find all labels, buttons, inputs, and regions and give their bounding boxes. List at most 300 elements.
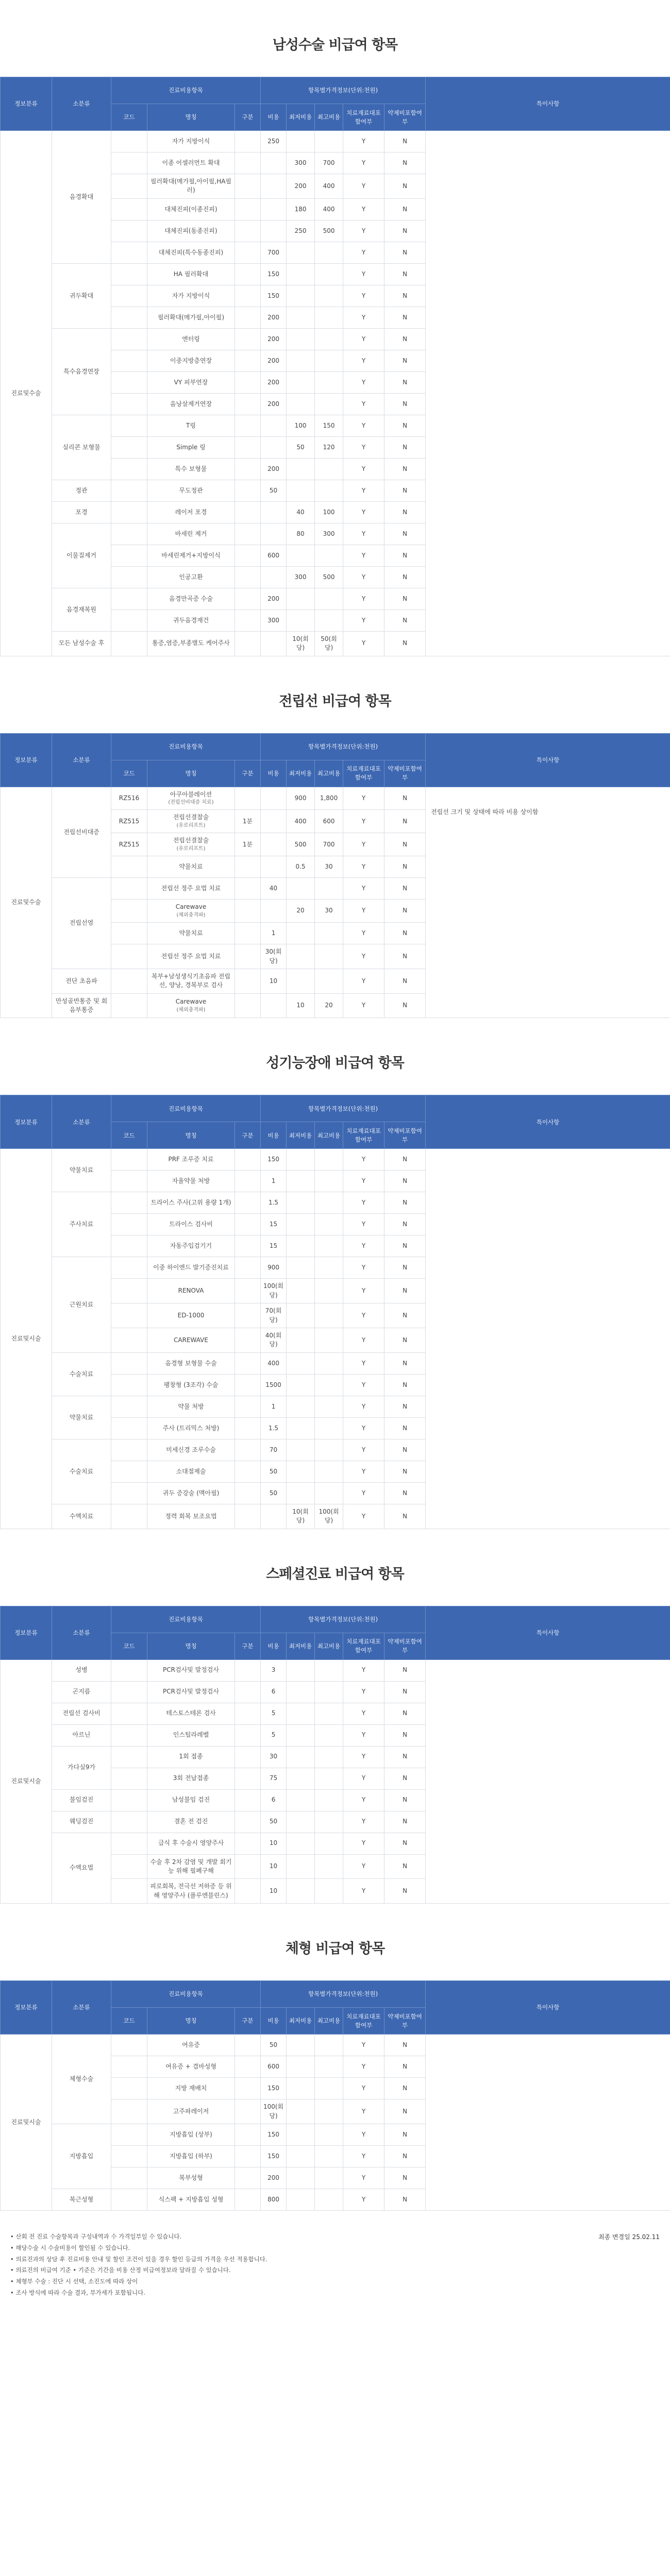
- unit-cost-cell: 600: [261, 545, 287, 566]
- min-cost-cell: [287, 1149, 315, 1171]
- unit-cost-cell: 100(회당): [261, 1279, 287, 1303]
- min-cost-cell: [287, 2145, 315, 2167]
- code-cell: [111, 1482, 147, 1504]
- item-name: 인스틸라레벨: [173, 1731, 209, 1739]
- header-price-info: 항목별가격정보(단위:천원): [261, 733, 426, 760]
- treatment-included-cell: Y: [343, 263, 384, 285]
- unit-cost-cell: 50: [261, 1461, 287, 1482]
- item-name: 약물치료: [179, 863, 203, 871]
- unit-cost-cell: 50: [261, 1482, 287, 1504]
- medicine-included-cell: N: [384, 220, 426, 242]
- treatment-included-cell: Y: [343, 1303, 384, 1328]
- item-name: 식스팩 + 지방흡입 성형: [158, 2195, 224, 2203]
- item-name: 미세신경 조루수술: [166, 1446, 216, 1453]
- min-cost-cell: [287, 969, 315, 993]
- medicine-included-cell: N: [384, 856, 426, 878]
- treatment-included-cell: Y: [343, 1746, 384, 1768]
- subcategory-cell: 수액치료: [52, 1504, 111, 1529]
- type-cell: [235, 566, 261, 588]
- item-name: 통증,염증,부종별도 케어주사: [152, 639, 230, 647]
- price-table: [0, 733, 670, 1019]
- treatment-included-cell: Y: [343, 523, 384, 545]
- max-cost-cell: [315, 371, 343, 393]
- unit-cost-cell: [261, 220, 287, 242]
- name-cell: [147, 263, 235, 285]
- treatment-included-cell: Y: [343, 198, 384, 220]
- item-name: 여유증: [182, 2041, 200, 2048]
- type-cell: [235, 198, 261, 220]
- type-cell: [235, 588, 261, 609]
- medicine-included-cell: N: [384, 242, 426, 263]
- medicine-included-cell: N: [384, 787, 426, 810]
- name-cell: [147, 1482, 235, 1504]
- type-cell: [235, 1374, 261, 1396]
- header-includes-medicine: 약제비포함여부: [384, 2008, 426, 2035]
- code-cell: [111, 2189, 147, 2210]
- type-cell: [235, 1833, 261, 1854]
- item-name: 무도정관: [179, 486, 203, 494]
- item-name: 레이저 포경: [175, 508, 207, 516]
- type-cell: [235, 1724, 261, 1746]
- code-cell: [111, 969, 147, 993]
- treatment-included-cell: Y: [343, 1879, 384, 1904]
- category-cell: 진료및시술: [1, 1149, 52, 1529]
- name-cell: [147, 993, 235, 1018]
- item-name: 급식 후 수술시 영양주사: [158, 1839, 224, 1847]
- unit-cost-cell: 10: [261, 969, 287, 993]
- type-cell: [235, 2145, 261, 2167]
- type-cell: [235, 1192, 261, 1214]
- header-type: 구분: [235, 1122, 261, 1149]
- item-name: 특수 보형물: [175, 465, 207, 472]
- header-nonpay-item: 진료비용항목: [111, 1606, 261, 1633]
- name-cell: [147, 1854, 235, 1879]
- min-cost-cell: 180: [287, 198, 315, 220]
- medicine-included-cell: N: [384, 285, 426, 307]
- name-cell: [147, 220, 235, 242]
- min-cost-cell: [287, 2189, 315, 2210]
- name-cell: [147, 1235, 235, 1257]
- code-cell: [111, 1768, 147, 1789]
- treatment-included-cell: Y: [343, 1257, 384, 1279]
- max-cost-cell: [315, 1482, 343, 1504]
- unit-cost-cell: 900: [261, 1257, 287, 1279]
- max-cost-cell: [315, 1374, 343, 1396]
- max-cost-cell: [315, 878, 343, 900]
- header-code: 코드: [111, 1633, 147, 1659]
- name-cell: [147, 2167, 235, 2189]
- medicine-included-cell: N: [384, 1724, 426, 1746]
- unit-cost-cell: 1500: [261, 1374, 287, 1396]
- header-type: 구분: [235, 104, 261, 131]
- name-cell: [147, 588, 235, 609]
- header-name: 명칭: [147, 760, 235, 787]
- code-cell: [111, 1417, 147, 1439]
- max-cost-cell: 500: [315, 220, 343, 242]
- item-name: 피로회복, 전극선 저하증 등 위해 영양주사 (플루엔블린스): [150, 1883, 232, 1899]
- item-name: 주사 (트리믹스 처방): [162, 1424, 220, 1432]
- treatment-included-cell: Y: [343, 856, 384, 878]
- name-cell: [147, 1214, 235, 1235]
- medicine-included-cell: N: [384, 1192, 426, 1214]
- unit-cost-cell: 6: [261, 1789, 287, 1811]
- medicine-included-cell: N: [384, 1257, 426, 1279]
- medicine-included-cell: N: [384, 1461, 426, 1482]
- subcategory-cell: 지방흡입: [52, 2124, 111, 2189]
- min-cost-cell: [287, 1482, 315, 1504]
- treatment-included-cell: Y: [343, 480, 384, 501]
- header-unit: 비용: [261, 1122, 287, 1149]
- max-cost-cell: [315, 1789, 343, 1811]
- medicine-included-cell: N: [384, 923, 426, 944]
- code-cell: [111, 263, 147, 285]
- code-cell: [111, 285, 147, 307]
- item-name: 아쿠아블레이션: [170, 790, 212, 798]
- type-cell: [235, 458, 261, 480]
- medicine-included-cell: N: [384, 1681, 426, 1703]
- max-cost-cell: 1,800: [315, 787, 343, 810]
- min-cost-cell: [287, 307, 315, 328]
- item-name: VY 피부연장: [174, 378, 208, 386]
- item-name: 약물 처방: [178, 1402, 204, 1410]
- max-cost-cell: [315, 1768, 343, 1789]
- header-name: 명칭: [147, 104, 235, 131]
- header-remarks: 특이사항: [426, 77, 670, 131]
- code-cell: [111, 220, 147, 242]
- subcategory-cell: 약물치료: [52, 1149, 111, 1192]
- unit-cost-cell: 200: [261, 350, 287, 371]
- item-name: 음경형 보형물 수술: [165, 1359, 217, 1367]
- min-cost-cell: [287, 1659, 315, 1681]
- section-title: 성기능장애 비급여 항목: [266, 1055, 404, 1072]
- min-cost-cell: [287, 2078, 315, 2099]
- max-cost-cell: [315, 588, 343, 609]
- type-cell: [235, 1659, 261, 1681]
- type-cell: [235, 2078, 261, 2099]
- max-cost-cell: [315, 1746, 343, 1768]
- medicine-included-cell: N: [384, 1879, 426, 1904]
- min-cost-cell: 300: [287, 566, 315, 588]
- type-cell: [235, 2167, 261, 2189]
- header-code: 코드: [111, 2008, 147, 2035]
- unit-cost-cell: 6: [261, 1681, 287, 1703]
- max-cost-cell: 500: [315, 566, 343, 588]
- name-cell: [147, 1171, 235, 1192]
- medicine-included-cell: N: [384, 415, 426, 436]
- subcategory-cell: 가다실9가: [52, 1746, 111, 1789]
- name-cell: [147, 307, 235, 328]
- type-cell: [235, 1768, 261, 1789]
- code-cell: RZ516: [111, 787, 147, 810]
- treatment-included-cell: Y: [343, 1833, 384, 1854]
- remarks-cell: 전립선 크기 및 상태에 따라 비용 상이함: [426, 787, 670, 1018]
- treatment-included-cell: Y: [343, 833, 384, 856]
- medicine-included-cell: N: [384, 501, 426, 523]
- max-cost-cell: [315, 1879, 343, 1904]
- treatment-included-cell: Y: [343, 2167, 384, 2189]
- item-name: PCR검사및 발정검사: [163, 1688, 219, 1696]
- item-name: 전립선 정주 요법 치료: [161, 952, 221, 960]
- type-cell: [235, 285, 261, 307]
- item-name: 엔터링: [182, 335, 200, 343]
- treatment-included-cell: Y: [343, 810, 384, 833]
- unit-cost-cell: 10: [261, 1879, 287, 1904]
- min-cost-cell: [287, 328, 315, 350]
- item-name: 여유증 + 겹바성형: [165, 2062, 216, 2070]
- medicine-included-cell: N: [384, 1235, 426, 1257]
- name-cell: [147, 328, 235, 350]
- header-price-info: 항목별가격정보(단위:천원): [261, 77, 426, 104]
- name-cell: [147, 393, 235, 415]
- category-cell: 진료및수술: [1, 787, 52, 1018]
- name-cell: [147, 2124, 235, 2145]
- treatment-included-cell: Y: [343, 1374, 384, 1396]
- treatment-included-cell: Y: [343, 1235, 384, 1257]
- subcategory-cell: 전립선 검사비: [52, 1703, 111, 1724]
- min-cost-cell: [287, 1461, 315, 1482]
- medicine-included-cell: N: [384, 371, 426, 393]
- medicine-included-cell: N: [384, 152, 426, 174]
- header-category: 정보분류: [1, 733, 52, 787]
- name-cell: [147, 480, 235, 501]
- code-cell: [111, 2167, 147, 2189]
- name-cell: [147, 350, 235, 371]
- type-cell: [235, 436, 261, 458]
- type-cell: [235, 307, 261, 328]
- table-row: [1, 1659, 670, 1681]
- section-title: 남성수술 비급여 항목: [272, 37, 398, 53]
- medicine-included-cell: N: [384, 1417, 426, 1439]
- unit-cost-cell: 200: [261, 307, 287, 328]
- min-cost-cell: [287, 480, 315, 501]
- header-max: 최고비용: [315, 760, 343, 787]
- type-cell: [235, 220, 261, 242]
- type-cell: [235, 856, 261, 878]
- min-cost-cell: 10(회당): [287, 1504, 315, 1529]
- treatment-included-cell: Y: [343, 2035, 384, 2056]
- unit-cost-cell: 200: [261, 371, 287, 393]
- code-cell: [111, 198, 147, 220]
- name-cell: [147, 878, 235, 900]
- medicine-included-cell: N: [384, 1482, 426, 1504]
- name-cell: [147, 174, 235, 199]
- header-category: 정보분류: [1, 77, 52, 131]
- type-cell: [235, 1149, 261, 1171]
- unit-cost-cell: 3: [261, 1659, 287, 1681]
- type-cell: [235, 944, 261, 969]
- subcategory-cell: 수술치료: [52, 1352, 111, 1396]
- treatment-included-cell: Y: [343, 1171, 384, 1192]
- type-cell: [235, 1703, 261, 1724]
- treatment-included-cell: Y: [343, 131, 384, 152]
- name-cell: [147, 1724, 235, 1746]
- min-cost-cell: [287, 1374, 315, 1396]
- item-name: RENOVA: [178, 1287, 204, 1295]
- unit-cost-cell: 700: [261, 242, 287, 263]
- name-cell: [147, 2056, 235, 2078]
- treatment-included-cell: Y: [343, 1482, 384, 1504]
- treatment-included-cell: Y: [343, 2056, 384, 2078]
- unit-cost-cell: 70(회당): [261, 1303, 287, 1328]
- code-cell: [111, 993, 147, 1018]
- max-cost-cell: 120: [315, 436, 343, 458]
- item-name: Carewave: [175, 903, 207, 911]
- min-cost-cell: [287, 350, 315, 371]
- medicine-included-cell: N: [384, 588, 426, 609]
- treatment-included-cell: Y: [343, 220, 384, 242]
- item-name: 자가 지방이식: [172, 292, 210, 299]
- treatment-included-cell: Y: [343, 2124, 384, 2145]
- unit-cost-cell: 1.5: [261, 1192, 287, 1214]
- subcategory-cell: 복근성형: [52, 2189, 111, 2210]
- max-cost-cell: [315, 1854, 343, 1879]
- header-category: 정보분류: [1, 1095, 52, 1149]
- min-cost-cell: [287, 1724, 315, 1746]
- header-unit: 비용: [261, 104, 287, 131]
- max-cost-cell: [315, 1192, 343, 1214]
- header-max: 최고비용: [315, 1633, 343, 1659]
- treatment-included-cell: Y: [343, 1703, 384, 1724]
- subcategory-cell: 전립선염: [52, 878, 111, 969]
- name-cell: [147, 1417, 235, 1439]
- unit-cost-cell: [261, 900, 287, 923]
- type-cell: [235, 787, 261, 810]
- header-includes-treatment: 치료재료대포함여부: [343, 1633, 384, 1659]
- medicine-included-cell: N: [384, 1504, 426, 1529]
- medicine-included-cell: N: [384, 1171, 426, 1192]
- code-cell: [111, 1149, 147, 1171]
- medicine-included-cell: N: [384, 1374, 426, 1396]
- max-cost-cell: [315, 1257, 343, 1279]
- unit-cost-cell: [261, 174, 287, 199]
- max-cost-cell: 700: [315, 152, 343, 174]
- header-name: 명칭: [147, 2008, 235, 2035]
- min-cost-cell: [287, 2099, 315, 2124]
- item-name: 지방흡입 (상부): [170, 2130, 212, 2138]
- price-table: [0, 1980, 670, 2211]
- unit-cost-cell: [261, 436, 287, 458]
- type-cell: [235, 350, 261, 371]
- name-cell: [147, 458, 235, 480]
- code-cell: [111, 1854, 147, 1879]
- unit-cost-cell: [261, 566, 287, 588]
- code-cell: [111, 1171, 147, 1192]
- name-cell: [147, 1439, 235, 1461]
- name-cell: [147, 1746, 235, 1768]
- max-cost-cell: 30: [315, 856, 343, 878]
- min-cost-cell: [287, 1417, 315, 1439]
- type-cell: [235, 2099, 261, 2124]
- treatment-included-cell: Y: [343, 1504, 384, 1529]
- name-cell: [147, 152, 235, 174]
- item-name: 3회 전납접종: [173, 1774, 209, 1782]
- unit-cost-cell: 10: [261, 1854, 287, 1879]
- code-cell: [111, 609, 147, 631]
- item-name: Simple 링: [176, 443, 206, 451]
- treatment-included-cell: Y: [343, 1279, 384, 1303]
- code-cell: RZ515: [111, 810, 147, 833]
- type-cell: [235, 174, 261, 199]
- medicine-included-cell: N: [384, 1303, 426, 1328]
- header-code: 코드: [111, 1122, 147, 1149]
- max-cost-cell: 30: [315, 900, 343, 923]
- item-name: 자동주입검기기: [170, 1242, 212, 1250]
- max-cost-cell: 400: [315, 174, 343, 199]
- subcategory-cell: 음경확대: [52, 131, 111, 264]
- header-includes-medicine: 약제비포함여부: [384, 1122, 426, 1149]
- max-cost-cell: [315, 1439, 343, 1461]
- max-cost-cell: [315, 393, 343, 415]
- header-min: 최저비용: [287, 760, 315, 787]
- name-cell: [147, 1879, 235, 1904]
- min-cost-cell: [287, 1746, 315, 1768]
- unit-cost-cell: 30: [261, 1746, 287, 1768]
- type-cell: [235, 1328, 261, 1353]
- max-cost-cell: [315, 1833, 343, 1854]
- item-name: 대체진피(특수동종진피): [158, 248, 224, 256]
- max-cost-cell: 150: [315, 415, 343, 436]
- header-includes-medicine: 약제비포함여부: [384, 104, 426, 131]
- code-cell: [111, 2099, 147, 2124]
- treatment-included-cell: Y: [343, 458, 384, 480]
- min-cost-cell: [287, 878, 315, 900]
- max-cost-cell: [315, 1149, 343, 1171]
- min-cost-cell: [287, 285, 315, 307]
- item-name: 전립선 정주 요법 치료: [161, 885, 221, 892]
- item-name: T링: [186, 421, 196, 429]
- unit-cost-cell: 150: [261, 2124, 287, 2145]
- min-cost-cell: [287, 1396, 315, 1417]
- header-includes-treatment: 치료재료대포함여부: [343, 2008, 384, 2035]
- name-cell: [147, 1659, 235, 1681]
- code-cell: [111, 1352, 147, 1374]
- unit-cost-cell: 10: [261, 1833, 287, 1854]
- unit-cost-cell: 1.5: [261, 1417, 287, 1439]
- max-cost-cell: [315, 1811, 343, 1833]
- min-cost-cell: 10: [287, 993, 315, 1018]
- item-name: 고주파레이저: [173, 2107, 209, 2115]
- min-cost-cell: [287, 923, 315, 944]
- unit-cost-cell: 200: [261, 393, 287, 415]
- medicine-included-cell: N: [384, 545, 426, 566]
- section-title: 체형 비급여 항목: [285, 1941, 385, 1957]
- header-includes-treatment: 치료재료대포함여부: [343, 760, 384, 787]
- max-cost-cell: [315, 1461, 343, 1482]
- medicine-included-cell: N: [384, 1768, 426, 1789]
- type-cell: [235, 1257, 261, 1279]
- header-includes-treatment: 치료재료대포함여부: [343, 1122, 384, 1149]
- header-type: 구분: [235, 760, 261, 787]
- max-cost-cell: 100: [315, 501, 343, 523]
- item-name: 귀두음경재건: [173, 616, 209, 624]
- type-cell: [235, 480, 261, 501]
- subcategory-cell: 웨딩검진: [52, 1811, 111, 1833]
- treatment-included-cell: Y: [343, 993, 384, 1018]
- item-name: 대체진피(이종진피): [164, 205, 217, 213]
- subcategory-cell: 곤지름: [52, 1681, 111, 1703]
- treatment-included-cell: Y: [343, 1192, 384, 1214]
- unit-cost-cell: 150: [261, 285, 287, 307]
- header-unit: 비용: [261, 2008, 287, 2035]
- header-nonpay-item: 진료비용항목: [111, 733, 261, 760]
- code-cell: [111, 1214, 147, 1235]
- note-line: • 의료진의 비급여 기준 • 기준은 기간을 비용 산정 비급여정보라 달라질 수 있습니다.: [10, 2266, 231, 2274]
- unit-cost-cell: [261, 810, 287, 833]
- min-cost-cell: [287, 2035, 315, 2056]
- header-category: 정보분류: [1, 1606, 52, 1659]
- type-cell: [235, 545, 261, 566]
- medicine-included-cell: N: [384, 1746, 426, 1768]
